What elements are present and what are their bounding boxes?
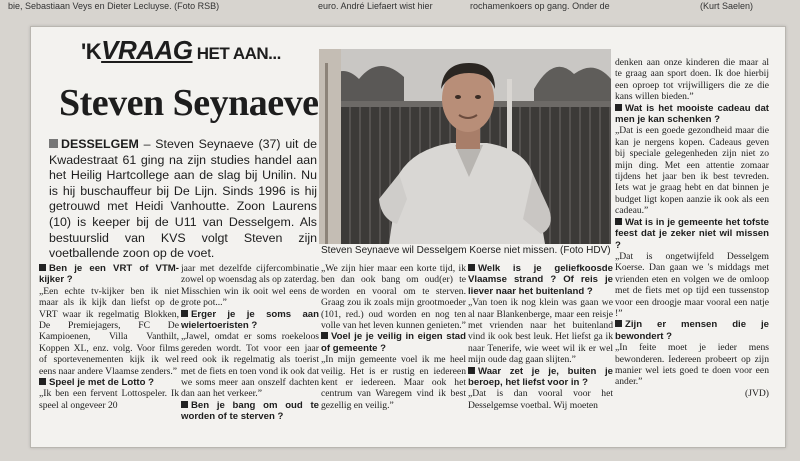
question-text: Speel je met de Lotto ?: [49, 377, 155, 389]
bullet-square-icon: [468, 367, 475, 374]
bullet-square-icon: [181, 310, 188, 317]
article-column-3: [321, 263, 466, 443]
photo-caption: Steven Seynaeve wil Desselgem Koerse niet missen. (Foto HDV): [321, 245, 611, 256]
answer: „In feite moet je ieder mens bewonderen. Iedereen probeert op zijn manier wel iets goed te doen voor een ander.”: [615, 342, 769, 388]
article-column-5: [615, 57, 769, 443]
intro-text: – Steven Seynaeve (37) uit de Kwadestraat 61 ging na zijn studies handel aan het Heilig Hartcollege aan de slag bij Unilin. Nu is hij buschauffeur bij De Lijn. Sinds 1996 is hij getrouwd met Heidi Vanhoutte. Zoon Laurens (10) is keeper bij de U11 van Desselgem. Als bestuurslid van KVS volgt Steven zijn voetballende zoon op de voet.: [49, 137, 317, 261]
intro-place: DESSELGEM: [61, 137, 139, 151]
strip-right-credit: (Kurt Saelen): [700, 1, 754, 11]
answer: „Een echte tv-kijker ben ik niet maar als ik kijk dan liefst op de VRT waar ik regelmatig Blokken, De Premiejagers, FC De Kampioenen, Villa Vanthilt, Koppen XL, enz. volg. Voor films of sportevenementen kijk ik wel eens naar andere Vlaamse zenders.”: [39, 285, 179, 377]
question-text: Wat is in je gemeente het tofste feest dat je zeker niet wil missen ?: [615, 216, 769, 251]
logo-vraag: VRAAG: [101, 35, 193, 65]
bullet-square-icon: [321, 332, 328, 339]
question-text: Voel je je veilig in eigen stad of gemeente ?: [321, 331, 466, 354]
answer: „Dat is ongetwijfeld Desselgem Koerse. Dan gaan we 's middags met vrienden eten en volgen we de omloop met de fiets met op tijd een tussenstop voor een droogje maar vooral een natje !”: [615, 250, 769, 319]
answer: „Dat is dan vooral voor het Desselgemse voetbal. Wij moeten: [468, 388, 613, 411]
question: [468, 263, 613, 297]
answer: denken aan onze kinderen die maar al te graag aan sport doen. Ik doe hierbij een oproep tot vrijwilligers die ze die kans willen bieden.”: [615, 57, 769, 103]
answer: jaar met dezelfde cijfercombinatie zowel op woensdag als op zaterdag. Misschien win ik ooit wel eens de grote pot...”: [181, 263, 319, 309]
question: [39, 263, 179, 286]
question-text: Erger je je soms aan wielertoeristen ?: [181, 308, 319, 332]
strip-left-caption: bie, Sebastiaan Veys en Dieter Lecluyse. (Foto RSB): [8, 1, 220, 11]
logo-suffix: HET AAN...: [192, 44, 281, 63]
question-text: Waar zet je je, buiten je beroep, het liefst voor in ?: [468, 365, 613, 389]
strip-middle-text-2: rochamenkoers op gang. Onder de: [470, 1, 610, 11]
question-text: Zijn er mensen die je bewondert ?: [615, 319, 769, 342]
bullet-square-icon: [39, 264, 46, 271]
bullet-square-icon: [615, 320, 622, 327]
interviewee-name: Steven Seynaeve: [59, 82, 319, 124]
answer: „In mijn gemeente voel ik me heel veilig. Het is er rustig en iedereen kent er iedereen. Maar ook het centrum van Waregem vind ik best gezellig en veilig.”: [321, 354, 466, 411]
question: [468, 366, 613, 389]
author-signature: (JVD): [745, 387, 769, 399]
intro-paragraph: [49, 137, 317, 262]
article-column-2: [181, 263, 319, 443]
question-text: Welk is je geliefkoosde Vlaamse strand ? Of reis je liever naar het buitenland ?: [468, 263, 613, 297]
question-text: Wat is het mooiste cadeau dat men je kan schenken ?: [615, 102, 769, 126]
question: [181, 309, 319, 332]
bullet-square-icon: [615, 218, 622, 225]
question: [615, 319, 769, 342]
question-text: Ben je een VRT of VTM-kijker ?: [39, 263, 179, 286]
question: [615, 217, 769, 251]
bullet-square-icon: [615, 104, 622, 111]
article-column-1: [39, 263, 179, 443]
logo-prefix: 'K: [81, 39, 102, 64]
answer: „We zijn hier maar een korte tijd, ik ben dan ook bang om oud(er) te worden en vooral om te sterven. Graag zou ik zoals mijn grootmoeder (101, red.) oud worden en nog ten volle van het leven kunnen genieten.”: [321, 263, 466, 332]
answer: „Dat is een goede gezondheid maar die kan je nergens kopen. Cadeaus geven bij speciale gelegenheden zijn niet zo mijn ding. Met een attentie zomaar tijdens het jaar ben ik best tevreden. Iets wat je graag hebt en dat binnen je budget ligt kopen aanzie ik ook als een cadeau.”: [615, 125, 769, 217]
newspaper-clipping: [30, 26, 786, 448]
question-text: Ben je bang om oud te worden of te sterven ?: [181, 399, 319, 423]
answer: „Jawel, omdat er soms roekeloos gereden wordt. Tot voor een jaar reed ook ik regelmatig als toerist met de fiets en toen vond ik ook dat we soms meer aan onszelf dachten dan aan het verkeer.”: [181, 331, 319, 400]
answer: „Ik ben een fervent Lottospeler. Ik speel al ongeveer 20: [39, 388, 179, 411]
question: [39, 377, 179, 388]
bullet-square-icon: [49, 139, 58, 148]
column-logo: [81, 35, 281, 66]
question: [615, 103, 769, 126]
bullet-square-icon: [468, 264, 475, 271]
top-strip: [0, 0, 800, 18]
strip-middle-text: euro. André Liefaert wist hier: [318, 1, 433, 11]
bullet-square-icon: [39, 378, 46, 385]
question: [321, 331, 466, 354]
answer: „Van toen ik nog klein was gaan we al naar Blankenberge, maar een reisje met vrienden naar het buitenland vind ik ook best leuk. Het liefst ga ik naar Tenerife, wie weet wil ik er wel mijn oude dag gaan slijten.”: [468, 297, 613, 366]
portrait-photo: [319, 49, 611, 244]
article-column-4: [468, 263, 613, 443]
bullet-square-icon: [181, 401, 188, 408]
question: [181, 400, 319, 423]
